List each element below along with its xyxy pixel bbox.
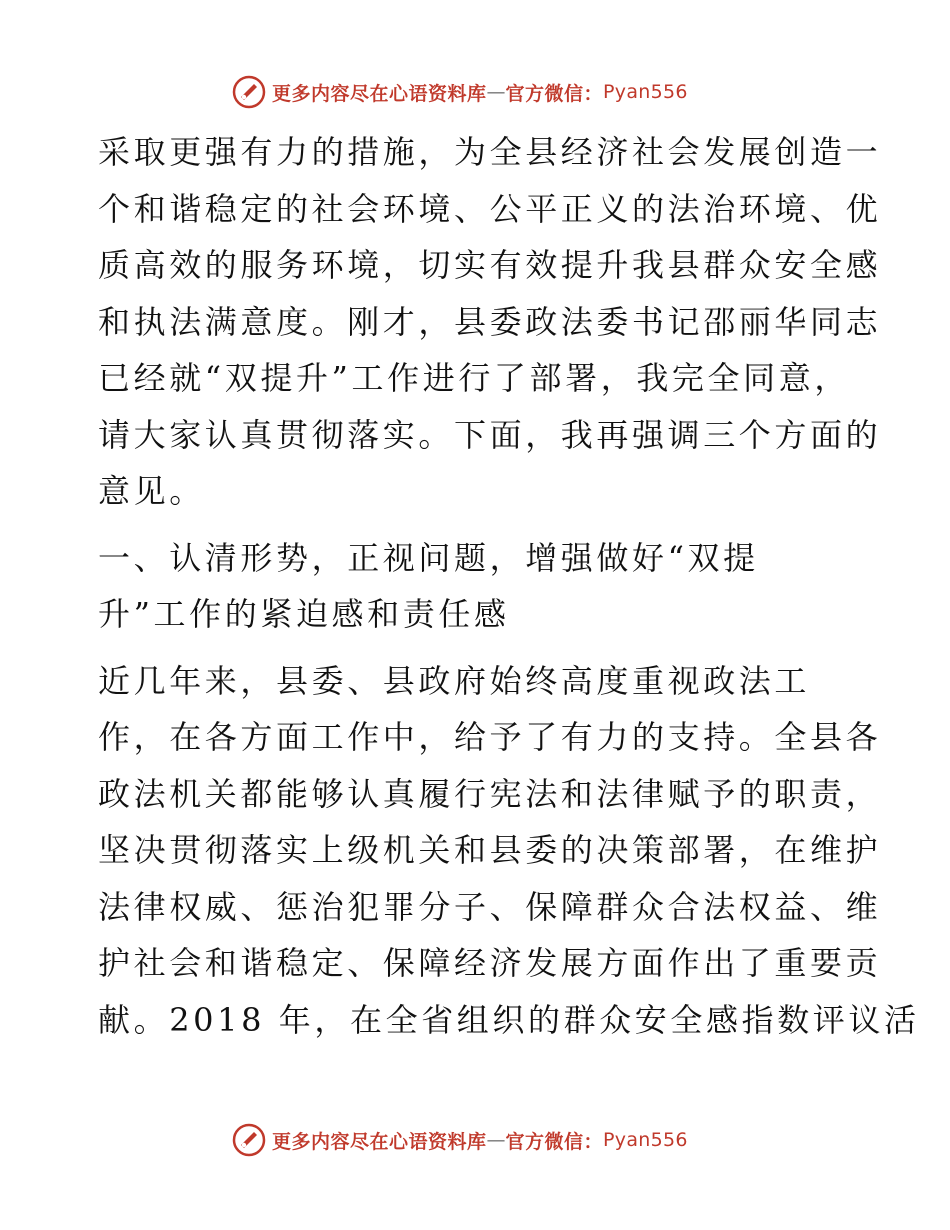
header-watermark (232, 72, 688, 112)
paragraph-intro (98, 124, 882, 520)
text-line: 采取更强有力的措施，为全县经济社会发展创造一 (98, 133, 882, 171)
text-line: 质高效的服务环境，切实有效提升我县群众安全感 (98, 246, 882, 284)
text-line: 近几年来，县委、县政府始终高度重视政法工 (98, 661, 811, 700)
watermark-site-text: 更多内容尽在心语资料库 (272, 1130, 487, 1153)
watermark-contact-label: 官方微信： (505, 82, 604, 105)
text-line: 政法机关都能够认真履行宪法和法律赋予的职责， (98, 774, 882, 813)
text-line: 和执法满意度。刚才，县委政法委书记邵丽华同志 (98, 302, 882, 341)
text-line: 献。2018 年，在全省组织的群众安全感指数评议活 (98, 1000, 920, 1039)
heading-line: 升”工作的紧迫感和责任感 (98, 595, 510, 633)
paragraph-body (98, 653, 920, 1049)
watermark-separator: — (486, 81, 506, 103)
watermark-separator: — (486, 1129, 506, 1151)
watermark-contact-handle: Pyan556 (603, 81, 688, 103)
text-line: 法律权威、惩治犯罪分子、保障群众合法权益、维 (98, 887, 882, 926)
text-line: 坚决贯彻落实上级机关和县委的决策部署，在维护 (98, 831, 882, 869)
text-line: 护社会和谐稳定、保障经济发展方面作出了重要贡 (98, 944, 882, 982)
footer-watermark (232, 1120, 688, 1160)
logo-icon (232, 75, 266, 109)
section-heading (98, 530, 858, 643)
logo-icon (232, 1123, 266, 1157)
watermark-contact-handle: Pyan556 (603, 1129, 688, 1151)
heading-line: 一、认清形势，正视问题，增强做好“双提 (98, 538, 759, 577)
text-line: 意见。 (98, 472, 205, 510)
document-body (98, 124, 920, 1048)
watermark-contact-label: 官方微信： (505, 1130, 604, 1153)
watermark-site-text: 更多内容尽在心语资料库 (272, 82, 487, 105)
text-line: 个和谐稳定的社会环境、公平正义的法治环境、优 (98, 189, 882, 228)
text-line: 已经就“双提升”工作进行了部署，我完全同意， (98, 359, 850, 397)
text-line: 请大家认真贯彻落实。下面，我再强调三个方面的 (98, 415, 882, 454)
text-line: 作，在各方面工作中，给予了有力的支持。全县各 (98, 718, 882, 756)
